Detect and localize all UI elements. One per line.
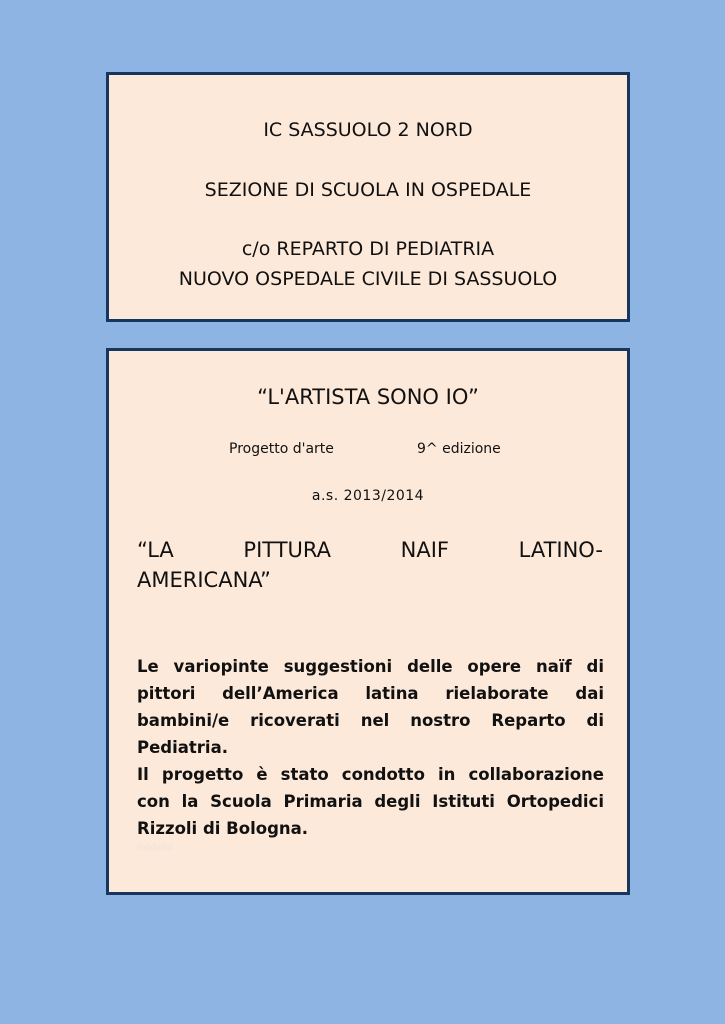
project-subtitle-line-1: “LA PITTURA NAIF LATINO-	[137, 538, 603, 562]
address-line-2: NUOVO OSPEDALE CIVILE DI SASSUOLO	[178, 268, 558, 290]
description-line: Pediatria.	[137, 738, 228, 757]
school-header-box	[106, 72, 630, 322]
description-line: bambini/e ricoverati nel nostro Reparto di	[137, 711, 604, 730]
school-year: a.s. 2013/2014	[311, 488, 425, 504]
project-edition: 9^ edizione	[417, 441, 501, 457]
address-line-1: c/o REPARTO DI PEDIATRIA	[241, 238, 495, 260]
watermark-text: ridabolai	[137, 843, 174, 852]
project-box	[106, 348, 630, 895]
description-line: Le variopinte suggestioni delle opere naïf di	[137, 657, 604, 676]
school-name: IC SASSUOLO 2 NORD	[263, 119, 473, 141]
project-type: Progetto d'arte	[229, 441, 334, 457]
description-line: pittori dell’America latina rielaborate dai	[137, 684, 604, 703]
description-line: Rizzoli di Bologna.	[137, 819, 309, 838]
description-line: con la Scuola Primaria degli Istituti Ortopedici	[137, 792, 604, 811]
project-description	[137, 653, 604, 842]
project-subtitle-line-2: AMERICANA”	[137, 568, 271, 592]
project-title: “L'ARTISTA SONO IO”	[257, 385, 479, 409]
school-section: SEZIONE DI SCUOLA IN OSPEDALE	[204, 179, 532, 201]
description-line: Il progetto è stato condotto in collaborazione	[137, 765, 604, 784]
